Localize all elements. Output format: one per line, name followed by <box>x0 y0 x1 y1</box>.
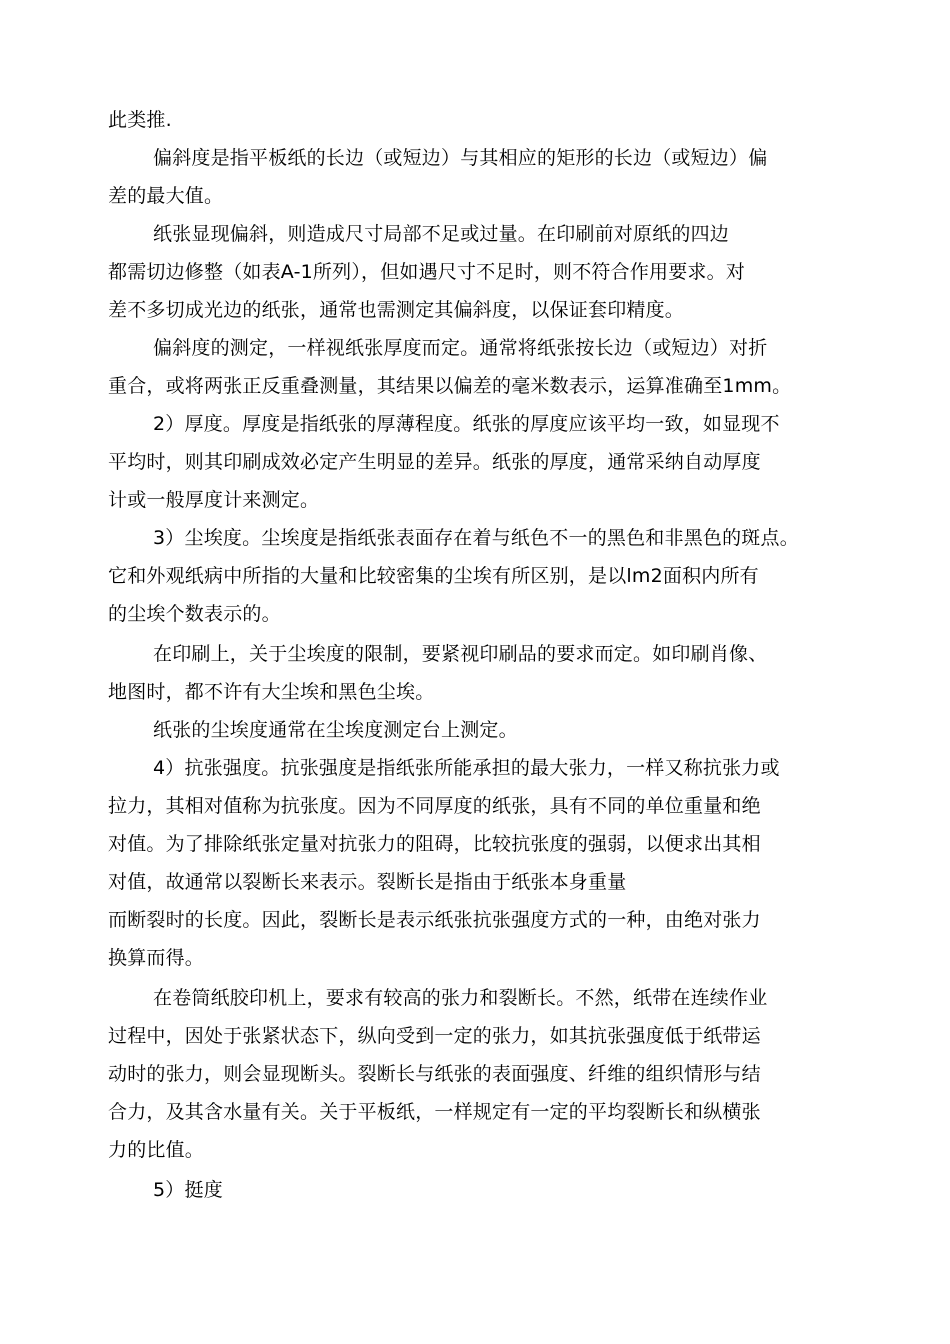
text-line: 在印刷上，关于尘埃度的限制，要紧视印刷品的要求而定。如印刷肖像、 <box>153 643 768 665</box>
text-line: 4）抗张强度。抗张强度是指纸张所能承担的最大张力，一样又称抗张力或 <box>153 757 780 779</box>
text-line: 合力，及其含水量有关。关于平板纸，一样规定有一定的平均裂断长和纵横张 <box>108 1101 761 1123</box>
text-line: 纸张的尘埃度通常在尘埃度测定台上测定。 <box>153 719 518 741</box>
text-line: 过程中，因处于张紧状态下，纵向受到一定的张力，如其抗张强度低于纸带运 <box>108 1025 761 1047</box>
text-line: 2）厚度。厚度是指纸张的厚薄程度。纸张的厚度应该平均一致，如显现不 <box>153 413 780 435</box>
text-line: 力的比值。 <box>108 1139 205 1161</box>
text-line: 拉力，其相对值称为抗张度。因为不同厚度的纸张，具有不同的单位重量和绝 <box>108 795 761 817</box>
text-line: 都需切边修整（如表A-1所列），但如遇尺寸不足时，则不符合作用要求。对 <box>108 261 746 283</box>
text-line: 差不多切成光边的纸张，通常也需测定其偏斜度，以保证套印精度。 <box>108 299 685 321</box>
text-line: 对值，故通常以裂断长来表示。裂断长是指由于纸张本身重量 <box>108 871 627 893</box>
text-line: 3）尘埃度。尘埃度是指纸张表面存在着与纸色不一的黑色和非黑色的斑点。 <box>153 527 799 549</box>
text-line: 计或一般厚度计来测定。 <box>108 489 320 511</box>
text-line: 而断裂时的长度。因此，裂断长是表示纸张抗张强度方式的一种，由绝对张力 <box>108 909 761 931</box>
text-line: 偏斜度是指平板纸的长边（或短边）与其相应的矩形的长边（或短边）偏 <box>153 147 768 169</box>
text-line: 平均时，则其印刷成效必定产生明显的差异。纸张的厚度，通常采纳自动厚度 <box>108 451 761 473</box>
text-line: 差的最大值。 <box>108 185 224 207</box>
text-line: 对值。为了排除纸张定量对抗张力的阻碍，比较抗张度的强弱，以便求出其相 <box>108 833 761 855</box>
text-line: 此类推. <box>108 109 172 131</box>
text-line: 偏斜度的测定，一样视纸张厚度而定。通常将纸张按长边（或短边）对折 <box>153 337 768 359</box>
text-line: 地图时，都不许有大尘埃和黑色尘埃。 <box>108 681 435 703</box>
text-line: 重合，或将两张正反重叠测量，其结果以偏差的毫米数表示，运算准确至1mm。 <box>108 375 792 397</box>
text-line: 在卷筒纸胶印机上，要求有较高的张力和裂断长。不然，纸带在连续作业 <box>153 987 768 1009</box>
text-line: 动时的张力，则会显现断头。裂断长与纸张的表面强度、纤维的组织情形与结 <box>108 1063 761 1085</box>
text-line: 换算而得。 <box>108 947 205 969</box>
text-line: 它和外观纸病中所指的大量和比较密集的尘埃有所区别，是以lm2面积内所有 <box>108 565 759 587</box>
text-line: 的尘埃个数表示的。 <box>108 603 281 625</box>
text-line: 5）挺度 <box>153 1179 223 1201</box>
text-line: 纸张显现偏斜，则造成尺寸局部不足或过量。在印刷前对原纸的四边 <box>153 223 730 245</box>
